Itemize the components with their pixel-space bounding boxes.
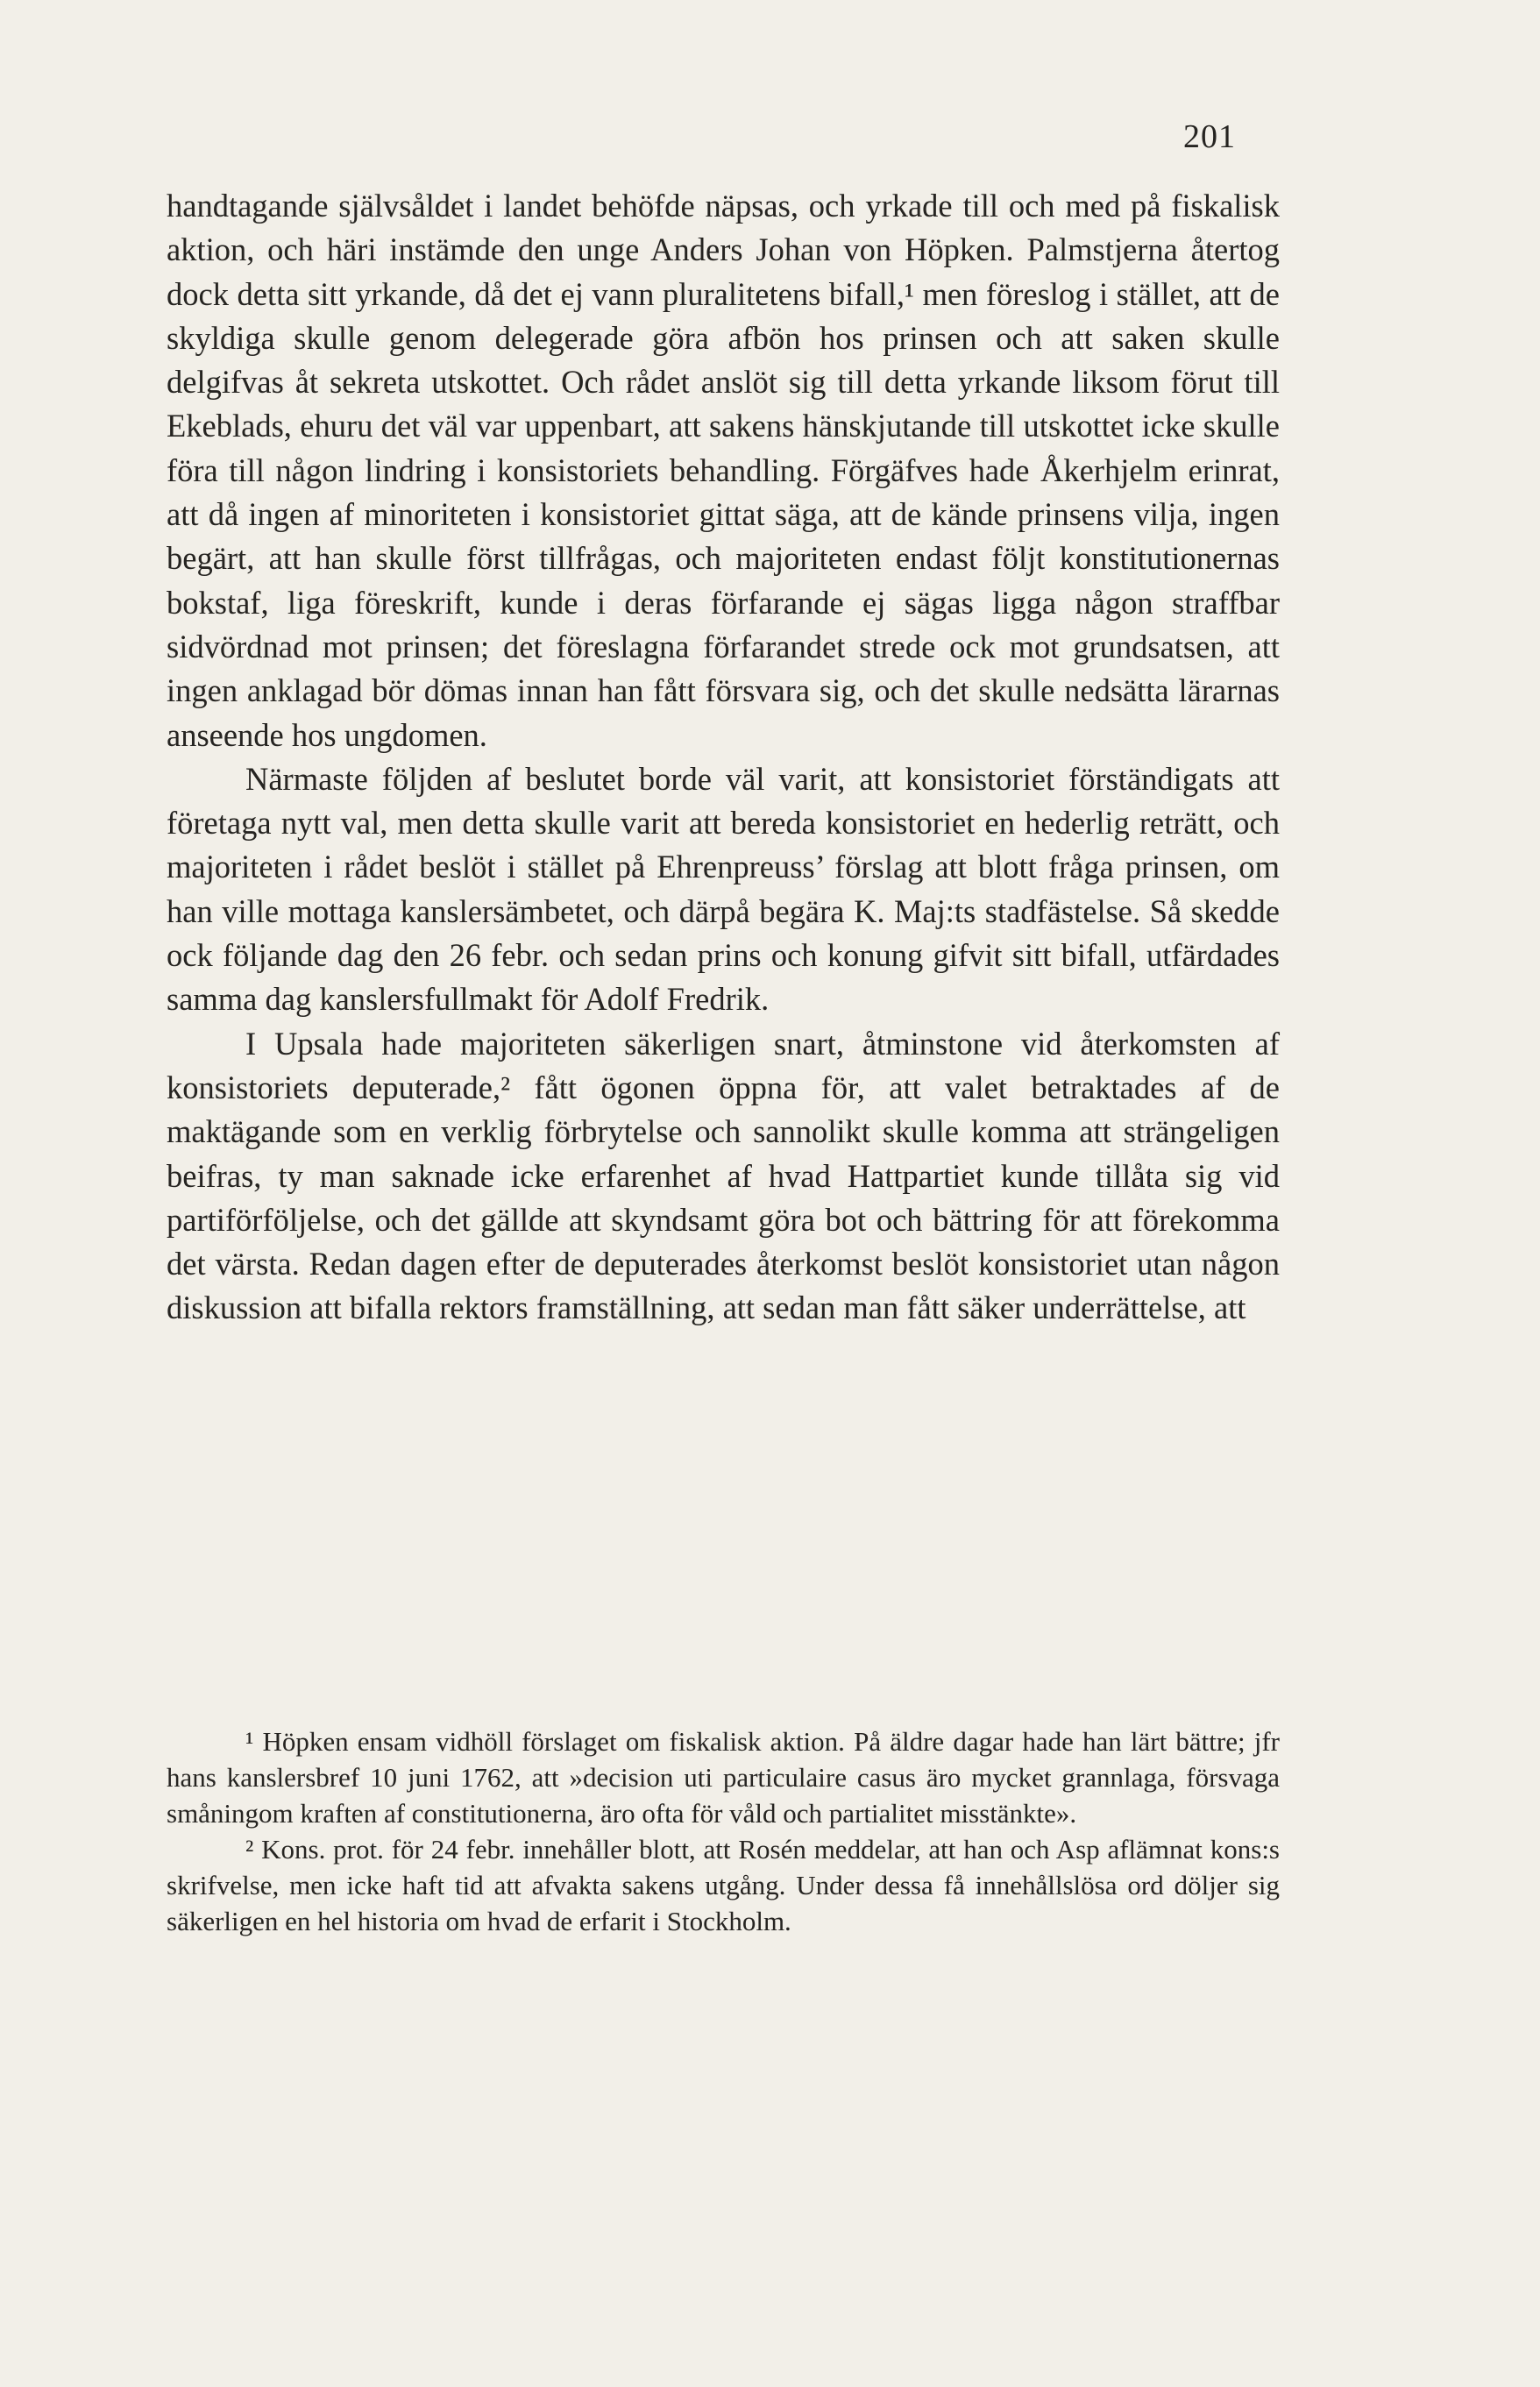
paragraph-2: Närmaste följden af beslutet borde väl varit, att konsistoriet förständigats att företaga nytt val, men detta skulle varit att bereda konsistoriet en hederlig reträtt, och majoriteten i rådet beslöt i stället på Ehrenpreuss’ förslag att blott fråga prinsen, om han ville mottaga kanslersämbetet, och därpå begära K. Maj:ts stadfästelse. Så skedde ock följande dag den 26 febr. och sedan prins och konung gifvit sitt bifall, utfärdades samma dag kanslersfullmakt för Adolf Fredrik. — [167, 760, 1280, 1018]
footnote-2: ² Kons. prot. för 24 febr. innehåller blott, att Rosén meddelar, att han och Asp aflämnat kons:s skrifvelse, men icke haft tid att afvakta sakens utgång. Under dessa få innehållslösa ord döljer sig säkerligen en hel historia om hvad de erfarit i Stockholm. — [167, 1834, 1280, 1936]
paragraph-1: handtagande självsåldet i landet behöfde näpsas, och yrkade till och med på fiskalisk aktion, och häri instämde den unge Anders Johan von Höpken. Palmstjerna återtog dock detta sitt yrkande, då det ej vann pluralitetens bifall,¹ men föreslog i stället, att de skyldiga skulle genom delegerade göra afbön hos prinsen och att saken skulle delgifvas åt sekreta utskottet. Och rådet anslöt sig till detta yrkande liksom förut till Ekeblads, ehuru det väl var uppenbart, att sakens hänskjutande till utskottet icke skulle föra till någon lindring i konsistoriets behandling. Förgäfves hade Åkerhjelm erinrat, att då ingen af minoriteten i konsistoriet gittat säga, att de kände prinsens vilja, ingen begärt, att han skulle först tillfrågas, och majoriteten endast följt konstitutionernas bokstaf, liga föreskrift, kunde i deras förfarande ej sägas ligga någon straffbar sidvördnad mot prinsen; det föreslagna förfarandet strede ock mot grundsatsen, att ingen anklagad bör dömas innan han fått försvara sig, och det skulle nedsätta lärarnas anseende hos ungdomen. — [167, 188, 1280, 753]
footnotes — [167, 1723, 1280, 1939]
body-text — [167, 184, 1280, 1331]
page-number: 201 — [1183, 118, 1236, 155]
footnote-1: ¹ Höpken ensam vidhöll förslaget om fiskalisk aktion. På äldre dagar hade han lärt bättre; jfr hans kanslersbref 10 juni 1762, att »decision uti particulaire casus äro mycket grannlaga, försvaga småningom kraften af constitutionerna, äro ofta för våld och partialitet misstänkte». — [167, 1726, 1280, 1829]
paragraph-3: I Upsala hade majoriteten säkerligen snart, åtminstone vid återkomsten af konsistoriets deputerade,² fått ögonen öppna för, att valet betraktades af de maktägande som en verklig förbrytelse och sannolikt skulle komma att strängeligen beifras, ty man saknade icke erfarenhet af hvad Hattpartiet kunde tillåta sig vid partiförföljelse, och det gällde att skyndsamt göra bot och bättring för att förekomma det värsta. Redan dagen efter de deputerades återkomst beslöt konsistoriet utan någon diskussion att bifalla rektors framställning, att sedan man fått säker underrättelse, att — [167, 1025, 1280, 1326]
